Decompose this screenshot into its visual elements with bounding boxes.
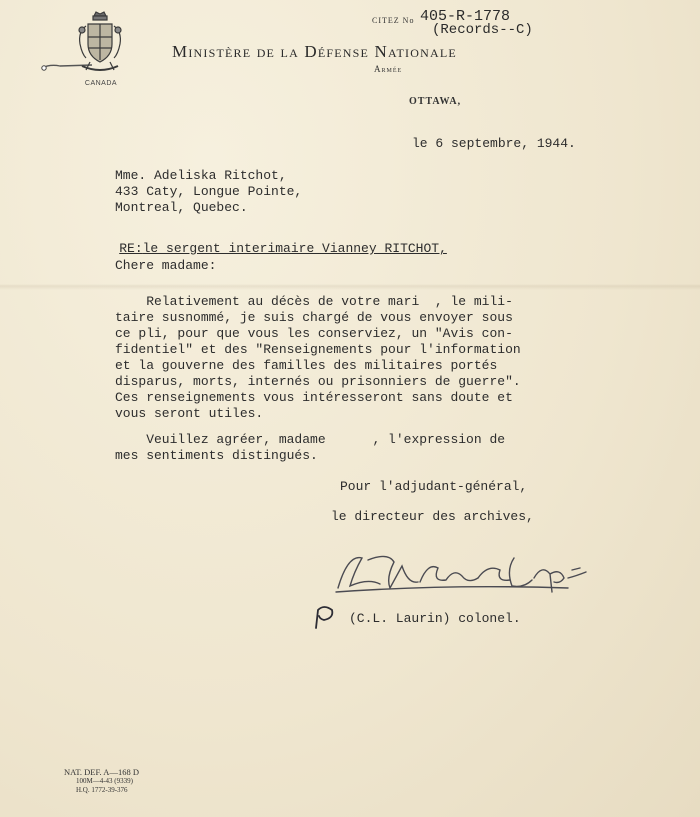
form-code-line: H.Q. 1772-39-376 xyxy=(76,786,128,794)
closing-line: Veuillez agréer, madame , l'expression de xyxy=(115,432,506,447)
city-line: OTTAWA, xyxy=(409,96,462,107)
handwritten-signature-icon xyxy=(328,548,600,600)
recipient-city: Montreal, Quebec. xyxy=(115,200,248,215)
signoff-line-2: le directeur des archives, xyxy=(331,509,534,524)
ministry-heading xyxy=(172,42,457,62)
signoff-line-1: Pour l'adjudant-général, xyxy=(340,479,528,494)
recipient-street: 433 Caty, Longue Pointe, xyxy=(115,184,303,199)
form-code-line: NAT. DEF. A—168 D xyxy=(64,767,139,777)
file-number: 405-R-1778 xyxy=(420,8,511,25)
recipient-name: Mme. Adeliska Ritchot, xyxy=(115,168,287,183)
salutation: Chere madame: xyxy=(115,258,217,273)
crest-caption: CANADA xyxy=(84,80,118,87)
body-line: disparus, morts, internés ou prisonniers de guerre". xyxy=(115,374,521,389)
form-code-line: 100M—4-43 (9339) xyxy=(76,777,133,785)
body-line: et la gouverne des familles des militaires portés xyxy=(115,358,498,373)
body-line: fidentiel" et des "Renseignements pour l'information xyxy=(115,342,521,357)
per-mark-icon xyxy=(310,602,340,630)
signer-name: (C.L. Laurin) colonel. xyxy=(349,611,521,626)
coat-of-arms-icon xyxy=(74,10,126,76)
file-annotation: (Records--C) xyxy=(432,22,533,38)
body-line: vous seront utiles. xyxy=(115,406,264,421)
letter-date: le 6 septembre, 1944. xyxy=(412,136,576,151)
citez-label: CITEZ No xyxy=(372,16,415,25)
body-line: ce pli, pour que vous les conserviez, un "Avis con- xyxy=(115,326,513,341)
body-line: taire susnommé, je suis chargé de vous envoyer sous xyxy=(115,310,513,325)
body-line: Relativement au décès de votre mari , le mili- xyxy=(115,294,513,309)
re-prefix: RE: xyxy=(119,241,143,256)
re-subject: le sergent interimaire Vianney RITCHOT, xyxy=(142,241,447,256)
branch-heading: Armée xyxy=(374,64,403,74)
ministry-name: Ministère de la Défense Nationale xyxy=(172,42,457,61)
form-code-block xyxy=(64,768,139,795)
body-line: Ces renseignements vous intéresseront sans doute et xyxy=(115,390,513,405)
closing-line: mes sentiments distingués. xyxy=(115,448,318,463)
